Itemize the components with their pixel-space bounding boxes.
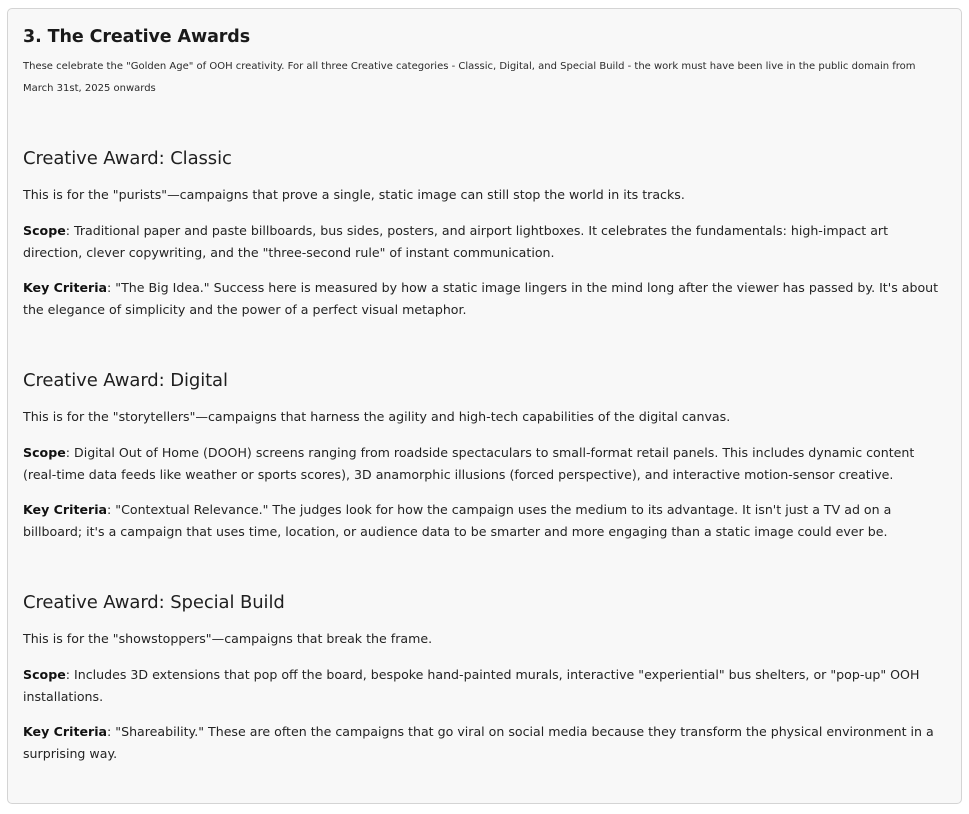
scope-label: Scope <box>23 666 66 682</box>
content-card <box>7 8 962 804</box>
scope-paragraph-classic <box>23 220 946 265</box>
criteria-text: : "Contextual Relevance." The judges look for how the campaign uses the medium to its advantage. It isn't just a TV ad on a billboard; it's a campaign that uses time, location, or audience data to be smarter and more engaging than a static image could ever be. <box>23 501 892 540</box>
criteria-label: Key Criteria <box>23 723 108 739</box>
scope-paragraph-special-build <box>23 664 946 709</box>
scope-text: : Digital Out of Home (DOOH) screens ranging from roadside spectaculars to small-format retail panels. This includes dynamic content (real-time data feeds like weather or sports scores), 3D anamorphic illusions (forced perspective), and interactive motion-sensor creative. <box>23 444 915 483</box>
criteria-paragraph-classic <box>23 277 946 322</box>
criteria-paragraph-digital <box>23 499 946 544</box>
section-lead-digital: This is for the "storytellers"—campaigns that harness the agility and high-tech capabilities of the digital canvas. <box>23 408 731 424</box>
intro-text: These celebrate the "Golden Age" of OOH creativity. For all three Creative categories - Classic, Digital, and Special Build - the work must have been live in the public domain from March 31st, 2025 onwards <box>23 61 916 94</box>
scope-text: : Traditional paper and paste billboards, bus sides, posters, and airport lightboxes. It celebrates the fundamentals: high-impact art direction, clever copywriting, and the "three-second rule" of instant communication. <box>23 222 889 261</box>
scope-text: : Includes 3D extensions that pop off the board, bespoke hand-painted murals, interactive "experiential" bus shelters, or "pop-up" OOH installations. <box>23 666 920 705</box>
criteria-paragraph-special-build <box>23 721 946 766</box>
section-title-digital: Creative Award: Digital <box>23 369 228 391</box>
scope-label: Scope <box>23 444 66 460</box>
scope-label: Scope <box>23 222 66 238</box>
scope-paragraph-digital <box>23 442 946 487</box>
section-digital <box>23 369 946 544</box>
section-special-build <box>23 591 946 766</box>
criteria-label: Key Criteria <box>23 279 108 295</box>
section-title-classic: Creative Award: Classic <box>23 148 232 169</box>
section-title-special-build: Creative Award: Special Build <box>23 591 285 613</box>
criteria-text: : "Shareability." These are often the campaigns that go viral on social media because they transform the physical environment in a surprising way. <box>23 723 934 762</box>
section-lead-classic: This is for the "purists"—campaigns that prove a single, static image can still stop the world in its tracks. <box>23 187 685 202</box>
section-classic <box>23 147 946 322</box>
section-lead-special-build: This is for the "showstoppers"—campaigns that break the frame. <box>23 630 433 646</box>
criteria-text: : "The Big Idea." Success here is measured by how a static image lingers in the mind long after the viewer has passed by. It's about the elegance of simplicity and the power of a perfect visual metaphor. <box>23 279 939 318</box>
criteria-label: Key Criteria <box>23 501 108 517</box>
page-title: 3. The Creative Awards <box>23 27 251 47</box>
